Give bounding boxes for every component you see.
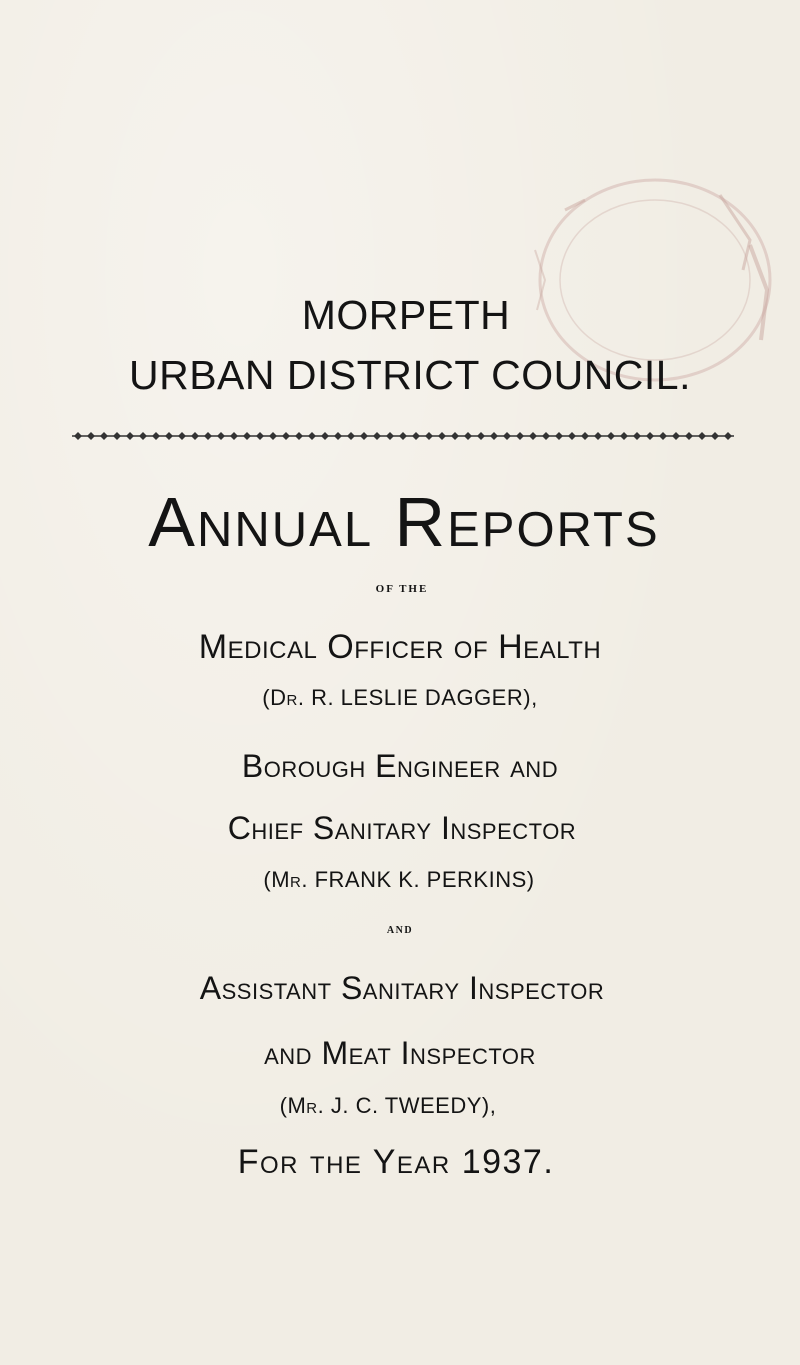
report-year: For the Year 1937. — [237, 1143, 555, 1181]
ornament-mark — [568, 432, 576, 440]
ornament-mark — [165, 432, 173, 440]
assistant-inspector-heading: Assistant Sanitary Inspector — [199, 970, 605, 1006]
of-the-label: OF THE — [375, 583, 429, 595]
ornament-mark — [529, 432, 537, 440]
ornament-mark — [516, 432, 524, 440]
ornament-mark — [217, 432, 225, 440]
ornament-mark — [295, 432, 303, 440]
meat-inspector-heading: and Meat Inspector — [264, 1035, 536, 1071]
ornament-mark — [685, 432, 693, 440]
ornament-mark — [594, 432, 602, 440]
council-name-line-1: MORPETH — [301, 292, 511, 338]
ornament-mark — [269, 432, 277, 440]
ornament-mark — [412, 432, 420, 440]
ornament-mark — [555, 432, 563, 440]
meat-inspector-name: (Mr. J. C. TWEEDY), — [279, 1093, 497, 1118]
chief-inspector-heading: Chief Sanitary Inspector — [227, 810, 577, 846]
ornament-mark — [633, 432, 641, 440]
ornament-mark — [477, 432, 485, 440]
chief-inspector-name: (Mr. FRANK K. PERKINS) — [263, 867, 535, 892]
medical-officer-name: (Dr. R. LESLIE DAGGER), — [262, 685, 538, 710]
ornament-mark — [204, 432, 212, 440]
ornament-mark — [230, 432, 238, 440]
borough-engineer-heading: Borough Engineer and — [241, 748, 559, 784]
ornament-mark — [542, 432, 550, 440]
ornament-mark — [503, 432, 511, 440]
ornament-mark — [100, 432, 108, 440]
ornament-mark — [386, 432, 394, 440]
ornament-mark — [620, 432, 628, 440]
ornament-mark — [425, 432, 433, 440]
ornament-mark — [659, 432, 667, 440]
document-title: Annual Reports — [148, 483, 660, 561]
ornament-mark — [256, 432, 264, 440]
ornament-mark — [74, 432, 82, 440]
ornament-mark — [87, 432, 95, 440]
ornament-mark — [282, 432, 290, 440]
ornament-mark — [711, 432, 719, 440]
ornament-mark — [126, 432, 134, 440]
ornament-mark — [191, 432, 199, 440]
council-name-line-2: URBAN DISTRICT COUNCIL. — [128, 352, 692, 398]
ornament-mark — [646, 432, 654, 440]
ornament-mark — [360, 432, 368, 440]
ornament-mark — [178, 432, 186, 440]
ornament-mark — [113, 432, 121, 440]
ornament-mark — [672, 432, 680, 440]
ornament-mark — [490, 432, 498, 440]
and-label: AND — [386, 925, 414, 936]
ornament-mark — [451, 432, 459, 440]
ornament-mark — [243, 432, 251, 440]
ornament-mark — [334, 432, 342, 440]
decorative-rule — [72, 428, 734, 444]
ornament-mark — [139, 432, 147, 440]
ornament-mark — [724, 432, 732, 440]
ornament-mark — [373, 432, 381, 440]
ornament-mark — [581, 432, 589, 440]
ornament-mark — [321, 432, 329, 440]
ornament-mark — [464, 432, 472, 440]
ornament-mark — [399, 432, 407, 440]
ornament-mark — [607, 432, 615, 440]
medical-officer-heading: Medical Officer of Health — [198, 628, 602, 666]
ornament-mark — [438, 432, 446, 440]
ornament-mark — [152, 432, 160, 440]
ornament-mark — [347, 432, 355, 440]
ornament-mark — [698, 432, 706, 440]
ornament-mark — [308, 432, 316, 440]
